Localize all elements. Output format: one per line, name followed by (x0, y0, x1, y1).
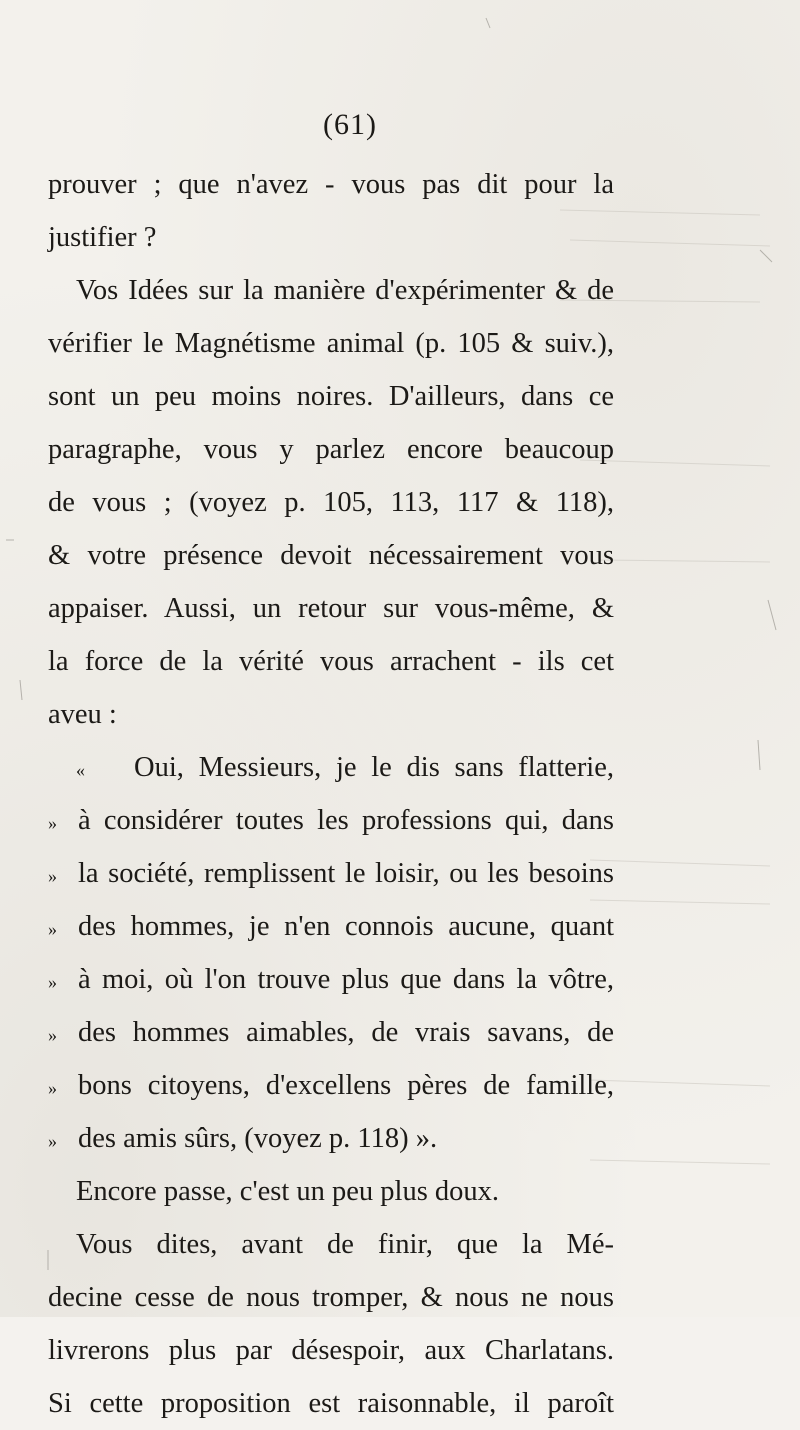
quote-text: à considérer toutes les professions qui, dans (78, 805, 614, 836)
text-line: Vous dites, avant de finir, que la Mé- (76, 1229, 614, 1260)
quote-mark: « (76, 760, 85, 780)
text-line: Si cette proposition est raisonnable, il paroît (48, 1388, 614, 1419)
text-line: sont un peu moins noires. D'ailleurs, dans ce (48, 381, 614, 412)
quote-text: des hommes, je n'en connois aucune, quant (78, 911, 614, 942)
text-line: livrerons plus par désespoir, aux Charlatans. (48, 1335, 614, 1366)
quote-mark: » (48, 1131, 57, 1151)
quotation (48, 741, 614, 1165)
quote-text: bons citoyens, d'excellens pères de famille, (78, 1070, 614, 1101)
quote-line (48, 1006, 614, 1059)
quote-text: des amis sûrs, (voyez p. 118) ». (78, 1123, 438, 1154)
page-number: (61) (323, 108, 377, 141)
quote-mark: » (48, 919, 57, 939)
quote-text: Oui, Messieurs, je le dis sans flatterie, (134, 752, 614, 783)
quote-text: à moi, où l'on trouve plus que dans la vôtre, (78, 964, 614, 995)
quote-mark: » (48, 1078, 57, 1098)
quote-mark: » (48, 813, 57, 833)
quote-mark: » (48, 866, 57, 886)
body-paragraphs (48, 158, 614, 741)
quote-line (48, 1112, 614, 1165)
quote-line (48, 847, 614, 900)
closing-paragraphs (48, 1165, 614, 1430)
text-line: la force de la vérité vous arrachent - ils cet (48, 646, 614, 677)
text-line: prouver ; que n'avez - vous pas dit pour la (48, 169, 614, 200)
text-line: decine cesse de nous tromper, & nous ne nous (48, 1282, 614, 1313)
quote-line (48, 1059, 614, 1112)
quote-line (48, 953, 614, 1006)
quote-text: des hommes aimables, de vrais savans, de (78, 1017, 614, 1048)
text-line: appaiser. Aussi, un retour sur vous-même, & (48, 593, 614, 624)
quote-line (48, 794, 614, 847)
text-line: vérifier le Magnétisme animal (p. 105 & suiv.), (48, 328, 614, 359)
quote-mark: » (48, 972, 57, 992)
text-line: & votre présence devoit nécessairement vous (48, 540, 614, 571)
text-line: aveu : (48, 699, 117, 730)
quote-line (48, 900, 614, 953)
text-line: paragraphe, vous y parlez encore beaucoup (48, 434, 614, 465)
text-line: Vos Idées sur la manière d'expérimenter & de (76, 275, 614, 306)
text-line: de vous ; (voyez p. 105, 113, 117 & 118), (48, 487, 614, 518)
quote-text: la société, remplissent le loisir, ou les besoins (78, 858, 614, 889)
quote-line (48, 741, 614, 794)
text-line: Encore passe, c'est un peu plus doux. (76, 1176, 500, 1207)
text-line: justifier ? (48, 222, 157, 253)
text-block (48, 158, 614, 1430)
quote-mark: » (48, 1025, 57, 1045)
